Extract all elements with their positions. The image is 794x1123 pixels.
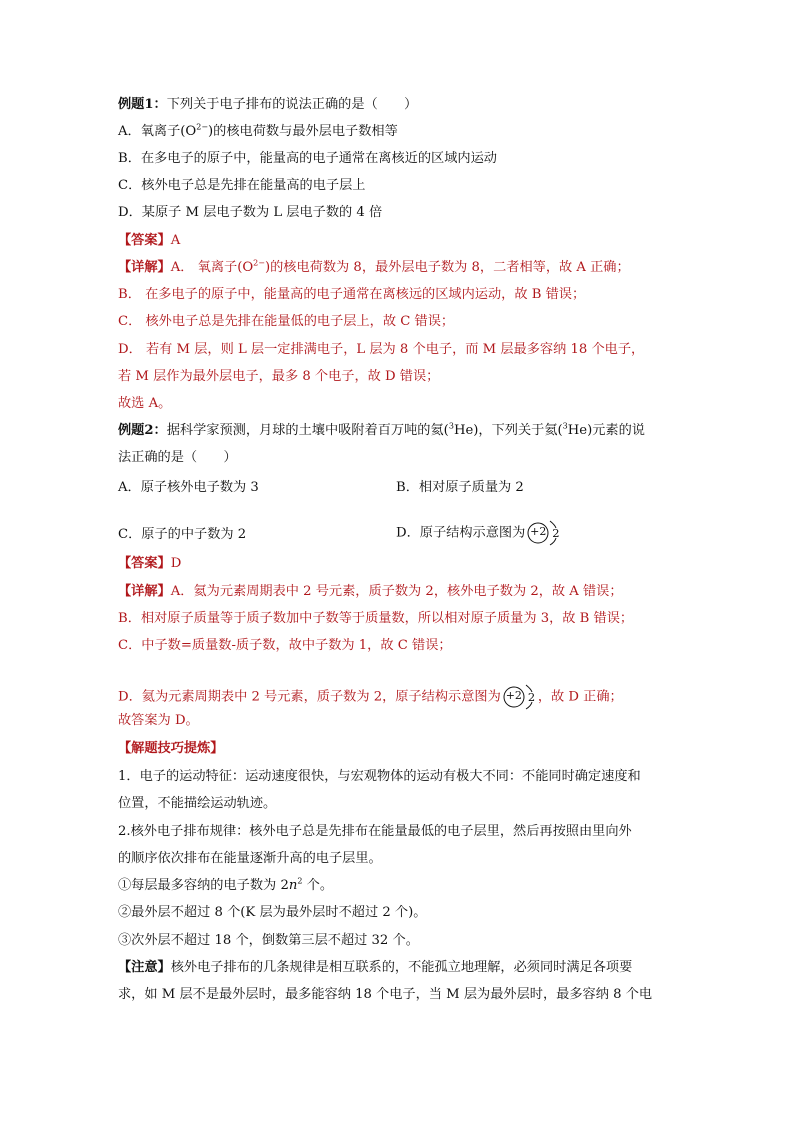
tips-note-label: 【注意】 [118,960,171,975]
tips-p1-line2: 位置，不能描绘运动轨迹。 [118,796,277,811]
atom-nucleus-charge: +2 [505,689,522,702]
ex2-answer-label: 【答案】 [118,556,171,571]
ex1-detail-1-post: )的核电荷数为 8，最外层电子数为 8，二者相等，故 A 正确； [264,260,630,275]
ex1-detail-5: 若 M 层作为最外层电子，最多 8 个电子，故 D 错误； [118,369,440,384]
ex1-detail-4: D． 若有 M 层，则 L 层一定排满电子，L 层为 8 个电子，而 M 层最多容纳 18 个电子， [118,342,645,357]
ex1-title: 例题1： [118,97,167,112]
ex1-answer [118,232,180,250]
ex2-question-line-2: 法正确的是（ ） [118,450,237,465]
ex2-question-sup-2: 3 [562,421,568,431]
ex1-detail-1-pre: A． 氧离子(O [170,260,254,275]
ex1-question: 下列关于电子排布的说法正确的是（ ） [166,97,418,112]
tips-note-text-1: 核外电子排布的几条规律是相互联系的，不能孤立地理解，必须同时满足各项要 [170,960,633,975]
tips-rule-3: ③次外层不超过 18 个，倒数第三层不超过 32 个。 [118,933,419,948]
tips-note-line1 [118,959,632,977]
ex1-answer-label: 【答案】 [118,233,171,248]
ex2-question-sup-1: 3 [448,421,454,431]
ex2-detail-5: 故答案为 D。 [118,713,199,728]
ex1-detail-label: 【详解】 [118,260,171,275]
ex2-detail-4 [118,684,623,710]
tips-p2-line1: 2.核外电子排布规律：核外电子总是先排布在能量最低的电子层里，然后再按照由里向外 [118,824,632,839]
tips-rule-1-pre: ①每层最多容纳的电子数为 2 [118,878,289,893]
tips-rule-1-post: 个。 [302,878,334,893]
ex1-detail-1-sup: 2− [253,258,265,268]
ex2-detail-4-pre: D．氦为元素周期表中 2 号元素，质子数为 2，原子结构示意图为 [118,689,501,705]
ex2-option-d [396,520,562,546]
ex2-answer [118,555,181,573]
ex1-option-a [118,123,398,141]
ex1-detail-2: B． 在多电子的原子中，能量高的电子通常在离核远的区域内运动，故 B 错误； [118,287,586,302]
tips-rule-1-n: n [288,878,298,893]
tips-note-line2: 求，如 M 层不是最外层时，最多能容纳 18 个电子，当 M 层为最外层时，最多容纳 8 个电 [118,987,653,1002]
ex2-detail-4-post: ，故 D 正确； [537,689,623,705]
ex2-question-post: He)元素的说 [567,423,645,438]
ex1-detail-1 [118,259,630,277]
ex2-option-a: A．原子核外电子数为 3 [118,480,259,495]
ex1-detail-6: 故选 A。 [118,396,172,411]
ex2-detail-label: 【详解】 [118,584,171,599]
ex2-title: 例题2： [118,423,167,438]
ex2-detail-2: B．相对原子质量等于质子数加中子数等于质量数，所以相对原子质量为 3，故 B 错误； [118,611,634,626]
ex2-question-line-1 [118,422,645,440]
ex2-detail-1 [118,583,623,601]
helium-atom-diagram-detail [502,684,538,710]
tips-p2-line2: 的顺序依次排布在能量逐渐升高的电子层里。 [118,851,382,866]
ex1-option-a-post: )的核电荷数与最外层电子数相等 [208,124,398,139]
ex2-option-d-text: D．原子结构示意图为 [396,525,526,541]
helium-atom-diagram [526,520,562,546]
ex2-question-pre: 据科学家预测，月球的土壤中吸附着百万吨的氦( [166,423,449,438]
ex1-option-b: B．在多电子的原子中，能量高的电子通常在离核近的区域内运动 [118,151,497,166]
ex1-option-a-sup: 2− [196,122,209,132]
atom-electron-count: 2 [527,690,536,704]
atom-nucleus-charge: +2 [530,525,547,538]
ex1-option-d: D．某原子 M 层电子数为 L 层电子数的 4 倍 [118,205,383,220]
tips-p1-line1: 1．电子的运动特征：运动速度很快，与宏观物体的运动有极大不同：不能同时确定速度和 [118,769,641,784]
ex1-detail-3: C． 核外电子总是先排在能量低的电子层上，故 C 错误； [118,314,455,329]
ex2-option-c: C．原子的中子数为 2 [118,527,247,542]
atom-electron-count: 2 [552,526,560,540]
tips-rule-1 [118,877,333,895]
tips-title: 【解题技巧提炼】 [118,741,224,756]
ex2-option-b: B．相对原子质量为 2 [396,480,524,495]
ex1-answer-value: A [170,233,181,248]
tips-rule-1-sup: 2 [297,876,303,886]
ex1-question-line [118,96,417,114]
ex2-answer-value: D [170,556,182,571]
tips-rule-2: ②最外层不超过 8 个(K 层为最外层时不超过 2 个)。 [118,905,427,920]
ex2-detail-3: C．中子数=质量数-质子数，故中子数为 1，故 C 错误； [118,638,452,653]
ex2-question-mid: He)，下列关于氦( [453,423,563,438]
ex1-option-c: C．核外电子总是先排在能量高的电子层上 [118,178,366,193]
ex2-detail-1-text: A．氦为元素周期表中 2 号元素，质子数为 2，核外电子数为 2，故 A 错误； [170,584,623,599]
ex1-option-a-pre: A．氧离子(O [118,124,197,139]
